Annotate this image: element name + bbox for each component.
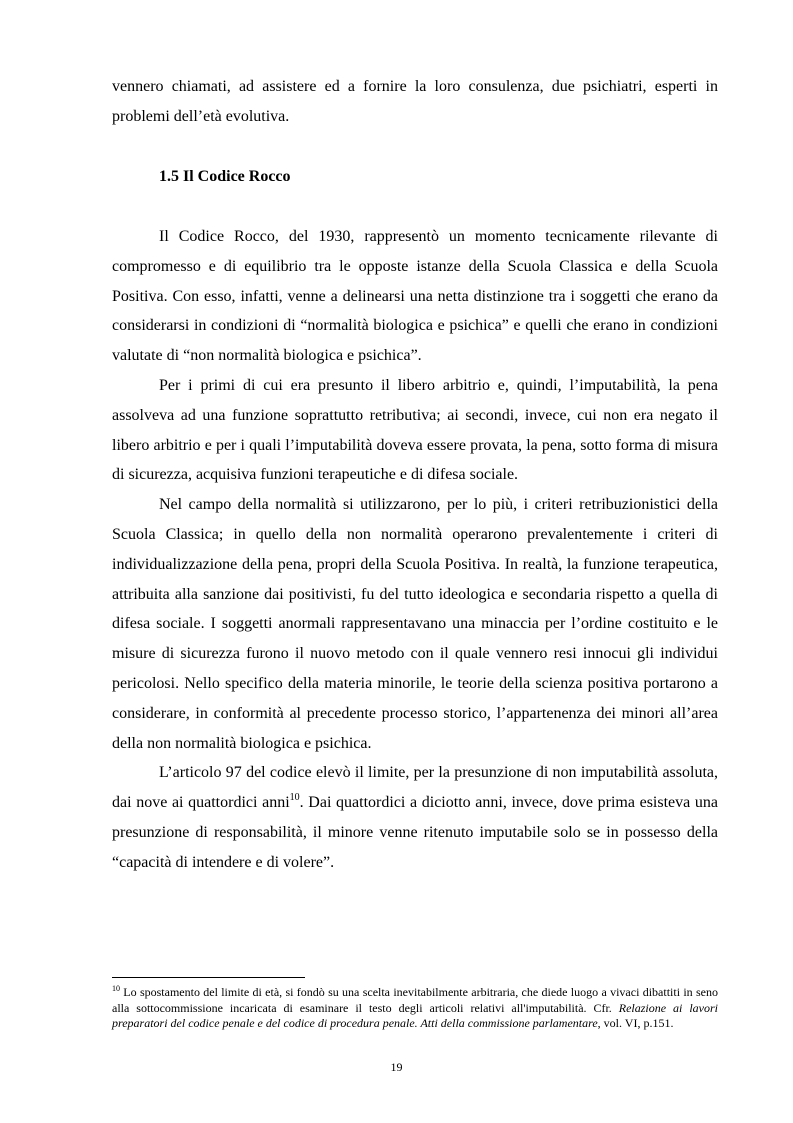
page-number: 19 — [390, 1060, 403, 1074]
paragraph-2: Per i primi di cui era presunto il libero arbitrio e, quindi, l’imputabilità, la pena assolveva ad una funzione soprattutto retributiva; ai secondi, invece, cui non era negato il libero arbitrio e per i quali l’imputabilità doveva essere provata, la pena, sotto forma di misura di sicurezza, acquisiva funzioni terapeutiche e di difesa sociale. — [112, 376, 718, 484]
paragraph-4-start: L’articolo 97 del codice elevò il limite, per la presunzione di non imputabilità assoluta, dai nove ai quattordici anni — [112, 764, 718, 812]
paragraph-4 — [112, 758, 718, 877]
paragraph-3: Nel campo della normalità si utilizzarono, per lo più, i criteri retribuzionistici della Scuola Classica; in quello della non normalità operarono prevalentemente i criteri di individualizzazione della pena, propri della Scuola Positiva. In realtà, la funzione terapeutica, attribuita alla sanzione dai positivisti, fu del tutto ideologica e secondaria rispetto a quella di difesa sociale. I soggetti anormali rappresentavano una minaccia per l’ordine costituito e le misure di sicurezza furono il nuovo metodo con il quale vennero resi innocui gli individui pericolosi. Nello specifico della materia minorile, le teorie della scienza positiva portarono a considerare, in conformità al precedente processo storico, l’appartenenza dei minori all’area della non normalità biologica e psichica. — [112, 496, 718, 752]
footnote-text: Lo spostamento del limite di età, si fondò su una scelta inevitabilmente arbitraria, che diede luogo a vivaci dibattiti in seno alla sottocommissione incaricata di esaminare il testo degli articoli relativi all'imputabilità. Cfr. — [112, 985, 718, 1015]
footnote-reference[interactable]: 10 — [289, 792, 300, 804]
footnote — [112, 985, 718, 1032]
section-heading: 1.5 Il Codice Rocco — [159, 168, 291, 185]
footnote-separator — [112, 977, 305, 978]
paragraph-1: Il Codice Rocco, del 1930, rappresentò un momento tecnicamente rilevante di compromesso e di equilibrio tra le opposte istanze della Scuola Classica e della Scuola Positiva. Con esso, infatti, venne a delinearsi una netta distinzione tra i soggetti che erano da considerarsi in condizioni di “normalità biologica e psichica” e quelli che erano in condizioni valutate di “non normalità biologica e psichica”. — [112, 228, 718, 365]
footnote-mark: 10 — [112, 984, 120, 993]
body-text — [112, 222, 718, 878]
footnote-title: Relazione ai lavori preparatori del codice penale e del codice di procedura penale. Atti della commissione parlamentare — [112, 1000, 718, 1030]
intro-paragraph: vennero chiamati, ad assistere ed a fornire la loro consulenza, due psichiatri, esperti in problemi dell’età evolutiva. — [112, 78, 718, 125]
footnote-tail: , vol. VI, p.151. — [597, 1016, 674, 1030]
paragraph-4-end: . Dai quattordici a diciotto anni, invece, dove prima esisteva una presunzione di responsabilità, il minore venne ritenuto imputabile solo se in possesso della “capacità di intendere e di volere”. — [112, 794, 718, 871]
